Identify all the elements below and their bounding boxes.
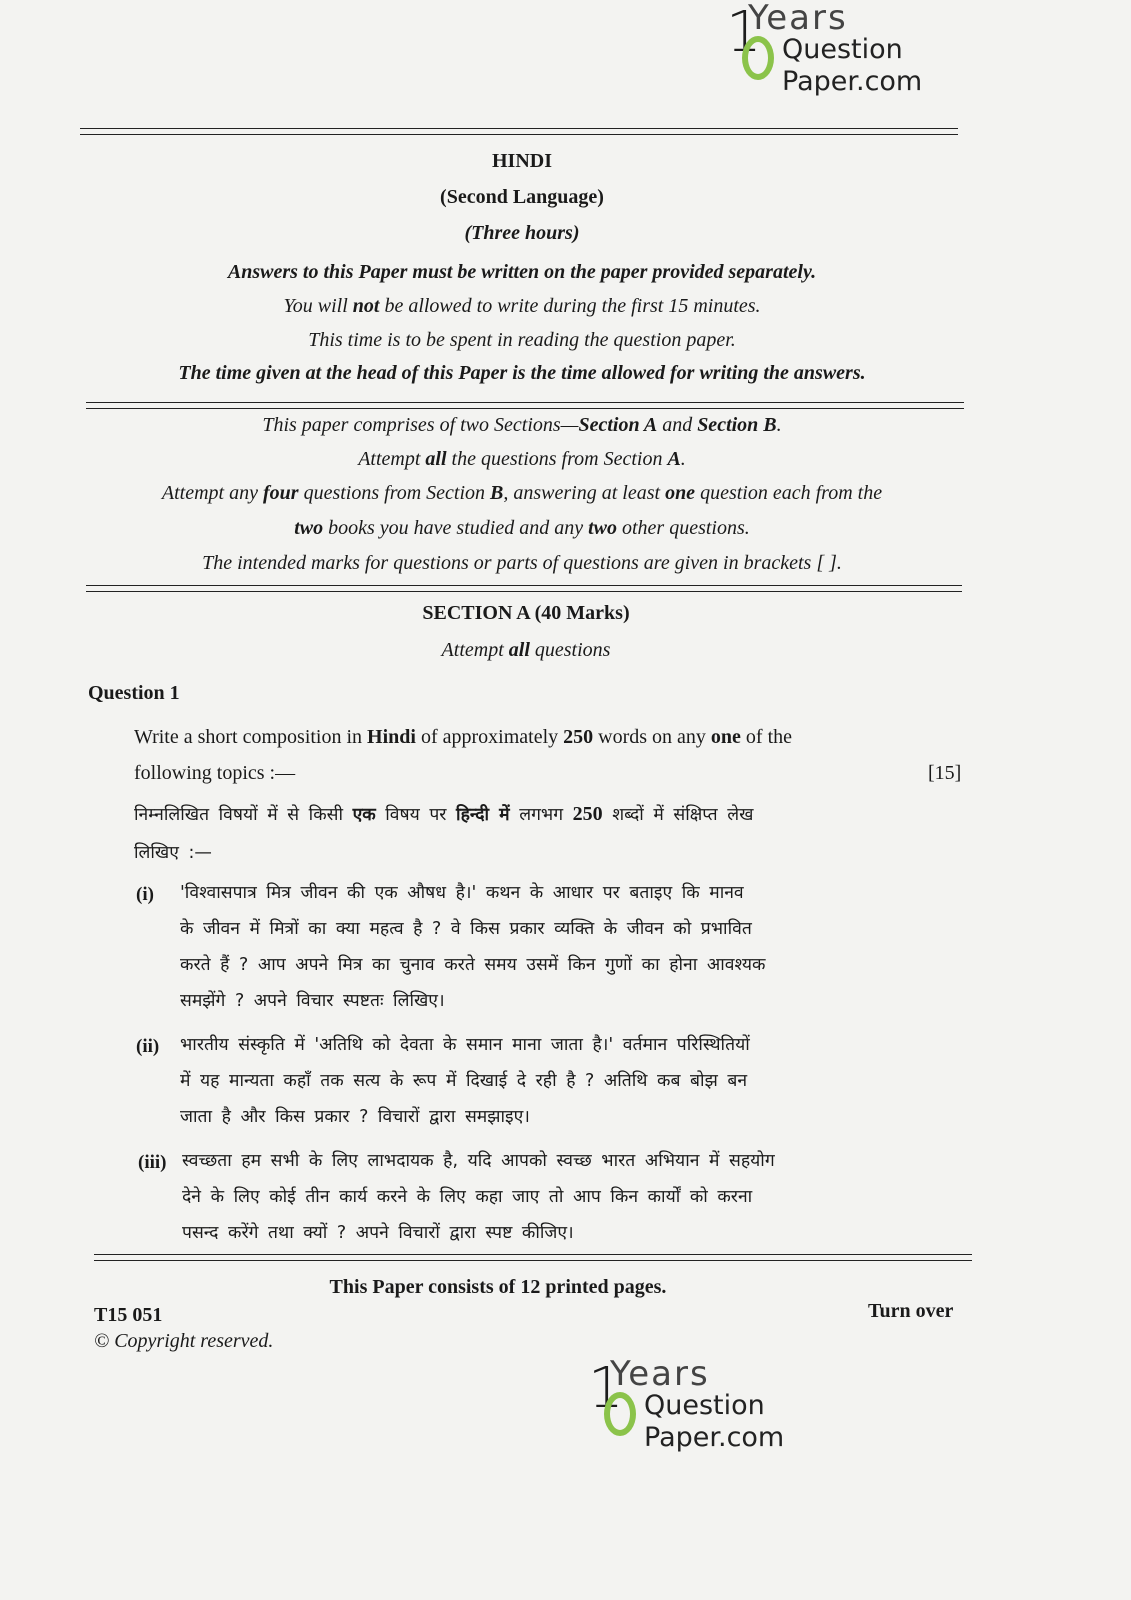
question-1-hindi-line-2: लिखिए :— <box>134 843 212 863</box>
instructions-rule-2 <box>86 591 962 592</box>
option-iii-line-1: स्वच्छता हम सभी के लिए लाभदायक है, यदि आपको स्वच्छ भारत अभियान में सहयोग <box>182 1151 775 1171</box>
option-ii-line-1: भारतीय संस्कृति में 'अतिथि को देवता के समान माना जाता है।' वर्तमान परिस्थितियों <box>180 1035 750 1055</box>
footer-rule-1 <box>94 1254 972 1255</box>
logo-paper-text: Paper.com <box>644 1422 785 1453</box>
option-i-line-2: के जीवन में मित्रों का क्या महत्व है ? वे किस प्रकार व्यक्ति के जीवन को प्रभावित <box>180 919 752 939</box>
option-ii-line-2: में यह मान्यता कहाँ तक सत्य के रूप में दिखाई दे रही है ? अतिथि कब बोझ बन <box>180 1071 748 1091</box>
instruction-marks: The intended marks for questions or parts of questions are given in brackets [ ]. <box>202 552 842 574</box>
header-rule-1 <box>86 402 964 403</box>
logo-question-text: Question <box>782 34 903 65</box>
question-1-marks: [15] <box>928 762 962 784</box>
page-count-note: This Paper consists of 12 printed pages. <box>329 1276 667 1298</box>
option-i-number: (i) <box>136 884 154 905</box>
option-ii-number: (ii) <box>136 1036 160 1057</box>
time-allowed-line: The time given at the head of this Paper is the time allowed for writing the answers. <box>178 362 866 384</box>
duration-label: (Three hours) <box>464 222 580 244</box>
option-iii-line-3: पसन्द करेंगे तथा क्यों ? अपने विचारों द्वारा स्पष्ट कीजिए। <box>182 1223 574 1243</box>
top-rule-2 <box>80 134 958 135</box>
top-rule-1 <box>80 128 958 129</box>
section-a-title: SECTION A (40 Marks) <box>422 602 630 624</box>
instruction-sections: This paper comprises of two Sections—Section A and Section B. <box>262 414 782 436</box>
logo-zero-ring <box>742 36 774 80</box>
question-1-english-line-2: following topics :— <box>134 762 296 784</box>
paper-code: T15 051 <box>94 1304 163 1326</box>
footer-rule-2 <box>94 1260 972 1261</box>
section-a-subtitle: Attempt all questions <box>441 639 611 661</box>
question-1-english-line-1: Write a short composition in Hindi of approximately 250 words on any one of the <box>134 726 793 748</box>
subject-title: HINDI <box>491 150 552 172</box>
instructions-rule-1 <box>86 585 962 586</box>
logo-question-text: Question <box>644 1390 765 1421</box>
watermark-logo-bottom <box>588 1354 788 1470</box>
option-i-line-1: 'विश्वासपात्र मित्र जीवन की एक औषध है।' कथन के आधार पर बताइए कि मानव <box>180 883 744 903</box>
option-iii-line-2: देने के लिए कोई तीन कार्य करने के लिए कहा जाए तो आप किन कार्यों को करना <box>182 1187 753 1207</box>
instruction-section-b: Attempt any four questions from Section B, answering at least one question each from the <box>161 482 883 504</box>
question-1-hindi-line-1: निम्नलिखित विषयों में से किसी एक विषय पर हिन्दी में लगभग 250 शब्दों में संक्षिप्त लेख <box>134 803 754 825</box>
option-i-line-4: समझेंगे ? अपने विचार स्पष्टतः लिखिए। <box>180 991 445 1011</box>
language-label: (Second Language) <box>440 186 604 208</box>
logo-zero-ring <box>604 1392 636 1436</box>
question-1-label: Question 1 <box>88 682 180 704</box>
instruction-books: two books you have studied and any two other questions. <box>294 517 750 539</box>
logo-years-text: Years <box>610 1354 710 1394</box>
logo-years-text: Years <box>748 0 848 38</box>
logo-digit-one: 1 <box>726 0 762 65</box>
watermark-logo-top <box>726 0 926 114</box>
option-iii-number: (iii) <box>138 1152 167 1173</box>
instruction-section-a: Attempt all the questions from Section A. <box>358 448 686 470</box>
turn-over-label: Turn over <box>868 1300 954 1322</box>
option-ii-line-3: जाता है और किस प्रकार ? विचारों द्वारा समझाइए। <box>180 1107 530 1127</box>
reading-time-line: You will not be allowed to write during the first 15 minutes. <box>283 295 761 317</box>
answers-instruction: Answers to this Paper must be written on the paper provided separately. <box>227 261 817 283</box>
copyright-notice: © Copyright reserved. <box>94 1330 274 1352</box>
logo-digit-one: 1 <box>588 1356 624 1421</box>
option-i-line-3: करते हैं ? आप अपने मित्र का चुनाव करते समय उसमें किन गुणों का होना आवश्यक <box>180 955 766 975</box>
header-rule-2 <box>86 408 964 409</box>
logo-paper-text: Paper.com <box>782 66 923 97</box>
reading-time-note: This time is to be spent in reading the question paper. <box>308 329 736 351</box>
